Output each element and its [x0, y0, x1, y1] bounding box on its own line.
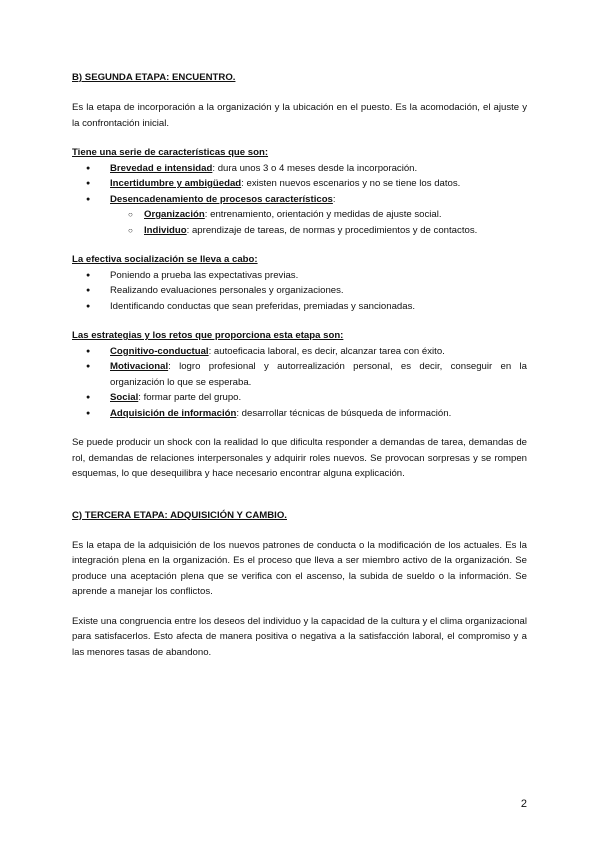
section-c-title: C) TERCERA ETAPA: ADQUISICIÓN Y CAMBIO. [72, 509, 287, 521]
list-item: ● Identificando conductas que sean preferidas, premiadas y sancionadas. [72, 299, 527, 315]
list-item: ● Brevedad e intensidad: dura unos 3 o 4 meses desde la incorporación. [72, 161, 527, 177]
shock-paragraph: Se puede producir un shock con la realidad lo que dificulta responder a demandas de tarea, demandas de rol, demandas de relaciones interpersonales y adquirir roles nuevos. Se provocan sorpresas y se rompen esquemas, lo que desequilibra y hace necesario encontrar alguna explicación. [72, 437, 527, 479]
socialization-list [72, 268, 527, 315]
section-c-paragraph-2: Existe una congruencia entre los deseos del individuo y la capacidad de la cultura y el clima organizacional para satisfacerlos. Esto afecta de manera positiva o negativa a la satisfacción laboral, el compromiso y a las menores tasas de abandono. [72, 615, 527, 658]
list-item: ● Realizando evaluaciones personales y organizaciones. [72, 283, 527, 299]
page-number: 2 [520, 798, 527, 810]
strategies-list [72, 344, 527, 422]
characteristics-list [72, 161, 527, 239]
socialization-heading: La efectiva socialización se lleva a cabo: [72, 254, 258, 265]
section-b-intro: Es la etapa de incorporación a la organización y la ubicación en el puesto. Es la acomodación, el ajuste y la confrontación inicial. [72, 102, 527, 129]
strategies-heading: Las estrategias y los retos que proporciona esta etapa son: [72, 330, 344, 341]
sub-list-item: ○ Organización: entrenamiento, orientación y medidas de ajuste social. [72, 207, 527, 223]
sub-list-item: ○ Individuo: aprendizaje de tareas, de normas y procedimientos y de contactos. [72, 223, 527, 239]
section-b-title: B) SEGUNDA ETAPA: ENCUENTRO. [72, 72, 236, 83]
list-item: ● Incertidumbre y ambigüedad: existen nuevos escenarios y no se tiene los datos. [72, 176, 527, 192]
list-item: ● Social: formar parte del grupo. [72, 390, 527, 406]
document-page [72, 70, 527, 660]
list-item: ● Poniendo a prueba las expectativas previas. [72, 268, 527, 284]
list-item: ● Adquisición de información: desarrollar técnicas de búsqueda de información. [72, 406, 527, 422]
list-item: ● Desencadenamiento de procesos característicos: [72, 192, 527, 208]
list-item: ● Motivacional: logro profesional y autorrealización personal, es decir, conseguir en la organización lo que se esperaba. [72, 359, 527, 390]
section-c-paragraph-1: Es la etapa de la adquisición de los nuevos patrones de conducta o la modificación de los actuales. Es la integración plena en la organización. Es el proceso que lleva a ser miembro activo de la organización. Se produce una aceptación plena que se verifica con el ascenso, la subida de sueldo o la información. Se aprende a manejar los conflictos. [72, 539, 527, 597]
characteristics-heading: Tiene una serie de características que son: [72, 147, 269, 158]
list-item: ● Cognitivo-conductual: autoeficacia laboral, es decir, alcanzar tarea con éxito. [72, 344, 527, 360]
